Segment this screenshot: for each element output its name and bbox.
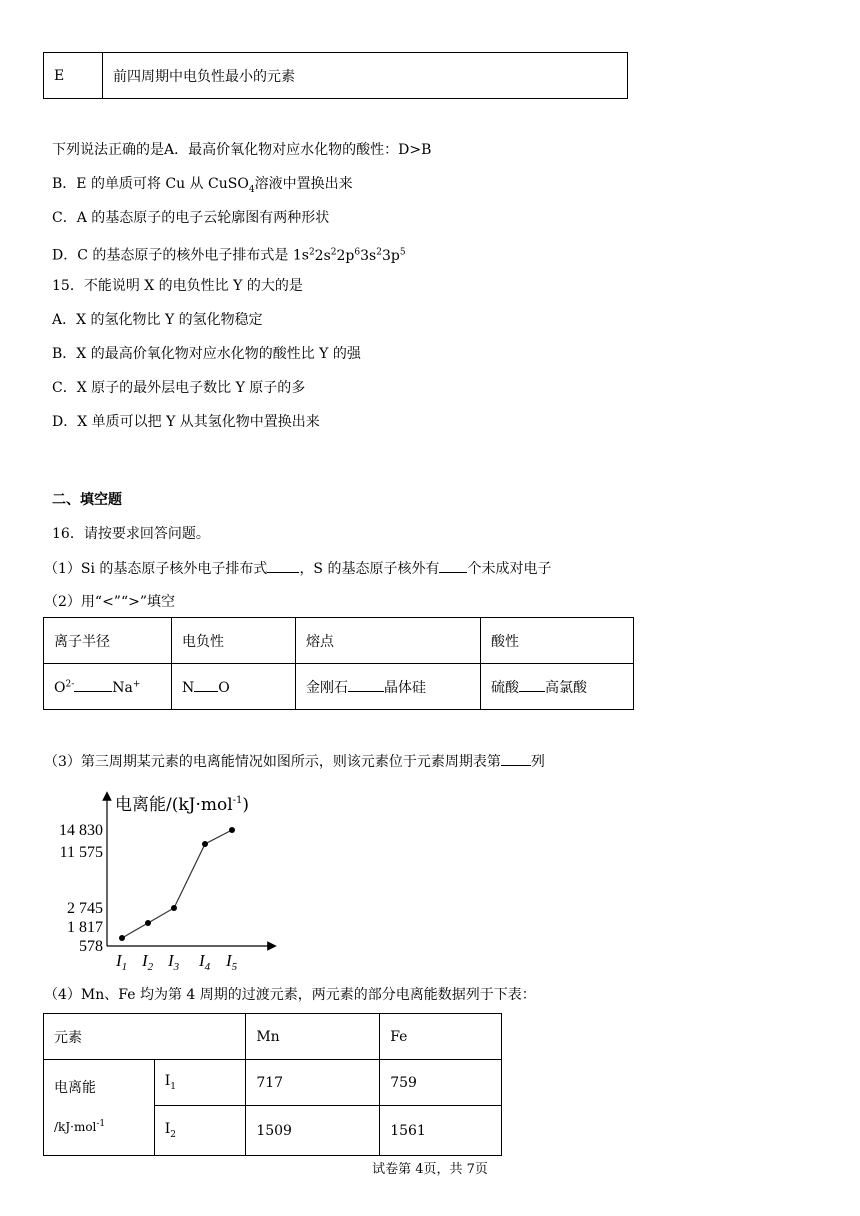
series-line bbox=[122, 830, 232, 938]
config-orbital: 2p bbox=[336, 247, 355, 264]
header-mn: Mn bbox=[246, 1014, 380, 1060]
header-electronegativity: 电负性 bbox=[172, 618, 296, 664]
row-i2: $I_2$ bbox=[154, 1106, 246, 1156]
q16-part4: （4）Mn、Fe 均为第 4 周期的过渡元素，两元素的部分电离能数据列于下表： bbox=[44, 987, 536, 1003]
answer-blank[interactable] bbox=[348, 677, 384, 692]
q14-option-a: A．最高价氧化物对应水化物的酸性：D>B bbox=[164, 142, 432, 158]
y-axis-label: 电离能/(kJ·mol$^{-1}$) bbox=[115, 795, 250, 815]
y-tick-label: 1 817 bbox=[67, 919, 103, 936]
x-tick-label: $I_2$ bbox=[142, 951, 154, 973]
x-tick-label: $I_3$ bbox=[168, 951, 180, 973]
q15-option-a: A．X 的氢化物比 Y 的氢化物稳定 bbox=[52, 312, 263, 328]
q14-option-c: C．A 的基态原子的电子云轮廓图有两种形状 bbox=[52, 210, 330, 226]
q16-part3-a: （3）第三周期某元素的电离能情况如图所示，则该元素位于元素周期表第 bbox=[44, 754, 501, 770]
fe-i1: 759 bbox=[380, 1060, 502, 1106]
cell-melting-point: 金刚石 晶体硅 bbox=[296, 664, 481, 710]
data-point bbox=[202, 841, 208, 847]
q16-stem: 16．请按要求回答问题。 bbox=[52, 526, 210, 542]
mn-i1: 717 bbox=[246, 1060, 380, 1106]
q14-stem: 下列说法正确的是 bbox=[52, 142, 164, 158]
q16-part1-b: ，S 的基态原子核外有 bbox=[299, 561, 440, 577]
q15-option-c: C．X 原子的最外层电子数比 Y 原子的多 bbox=[52, 380, 306, 396]
config-superscript: 5 bbox=[399, 247, 406, 257]
answer-blank[interactable] bbox=[519, 677, 545, 692]
q15-option-b: B．X 的最高价氧化物对应水化物的酸性比 Y 的强 bbox=[52, 346, 361, 362]
q16-part1 bbox=[44, 558, 551, 579]
section-title: 二、填空题 bbox=[52, 492, 122, 508]
data-point bbox=[119, 935, 125, 941]
answer-blank[interactable] bbox=[439, 558, 467, 573]
q14-option-d bbox=[52, 242, 406, 266]
data-point bbox=[229, 827, 235, 833]
data-point bbox=[145, 920, 151, 926]
mn-i2: 1509 bbox=[246, 1106, 380, 1156]
q14-stem-and-a bbox=[52, 140, 431, 160]
x-tick-label: $I_5$ bbox=[226, 951, 238, 973]
header-element: 元素 bbox=[44, 1014, 246, 1060]
answer-blank[interactable] bbox=[74, 677, 112, 692]
x-tick-label: $I_4$ bbox=[199, 951, 211, 973]
ionization-energy-chart bbox=[40, 786, 290, 976]
element-table-row-e bbox=[43, 52, 628, 99]
header-fe: Fe bbox=[380, 1014, 502, 1060]
q15-option-d: D．X 单质可以把 Y 从其氢化物中置换出来 bbox=[52, 414, 320, 430]
answer-blank[interactable] bbox=[501, 751, 531, 766]
y-tick-label: 11 575 bbox=[59, 844, 103, 861]
row-label-ionization-energy: 电离能 /kJ·mol$^{-1}$ bbox=[44, 1060, 155, 1156]
y-tick-label: 2 745 bbox=[67, 900, 103, 917]
answer-blank[interactable] bbox=[194, 677, 218, 692]
page-footer: 试卷第 4页，共 7页 bbox=[372, 1162, 488, 1177]
element-description: 前四周期中电负性最小的元素 bbox=[103, 53, 628, 99]
fe-i2: 1561 bbox=[380, 1106, 502, 1156]
q14-option-b-tail: 溶液中置换出来 bbox=[254, 176, 353, 192]
electron-configuration bbox=[309, 248, 406, 264]
q14-option-d-text: D．C 的基态原子的核外电子排布式是 1s bbox=[52, 247, 309, 264]
q16-part3-b: 列 bbox=[530, 754, 545, 770]
answer-blank[interactable] bbox=[267, 558, 299, 573]
q15-stem: 15．不能说明 X 的电负性比 Y 的大的是 bbox=[52, 278, 303, 294]
data-point bbox=[171, 905, 177, 911]
y-tick-label: 578 bbox=[79, 938, 103, 955]
element-label: E bbox=[44, 53, 103, 99]
header-ionic-radius: 离子半径 bbox=[44, 618, 172, 664]
q16-part3 bbox=[44, 751, 545, 772]
row-i1: $I_1$ bbox=[154, 1060, 246, 1106]
cell-electronegativity: N O bbox=[172, 664, 296, 710]
config-superscript: 2 bbox=[330, 247, 337, 257]
header-melting-point: 熔点 bbox=[296, 618, 481, 664]
config-orbital: 2s bbox=[314, 247, 331, 264]
header-acidity: 酸性 bbox=[481, 618, 634, 664]
config-superscript: 2 bbox=[308, 247, 315, 257]
q16-part1-c: 个未成对电子 bbox=[467, 561, 552, 577]
q16-part1-a: （1）Si 的基态原子核外电子排布式 bbox=[44, 561, 268, 577]
config-superscript: 6 bbox=[354, 247, 361, 257]
q14-option-b bbox=[52, 174, 353, 200]
comparison-table bbox=[43, 617, 634, 710]
config-orbital: 3p bbox=[381, 247, 400, 264]
config-orbital: 3s bbox=[360, 247, 377, 264]
q16-part2: （2）用“<”“>”填空 bbox=[44, 594, 175, 610]
y-tick-label: 14 830 bbox=[59, 822, 103, 839]
ionization-table bbox=[43, 1013, 502, 1156]
x-tick-label: $I_1$ bbox=[116, 951, 128, 973]
config-superscript: 2 bbox=[376, 247, 382, 257]
cell-acidity: 硫酸 高氯酸 bbox=[481, 664, 634, 710]
cell-ionic-radius: $O^{2-}$ Na+ bbox=[44, 664, 172, 710]
q14-option-b-sub: 4 bbox=[248, 184, 255, 195]
q14-option-b-text: B．E 的单质可将 Cu 从 CuSO bbox=[52, 176, 249, 192]
